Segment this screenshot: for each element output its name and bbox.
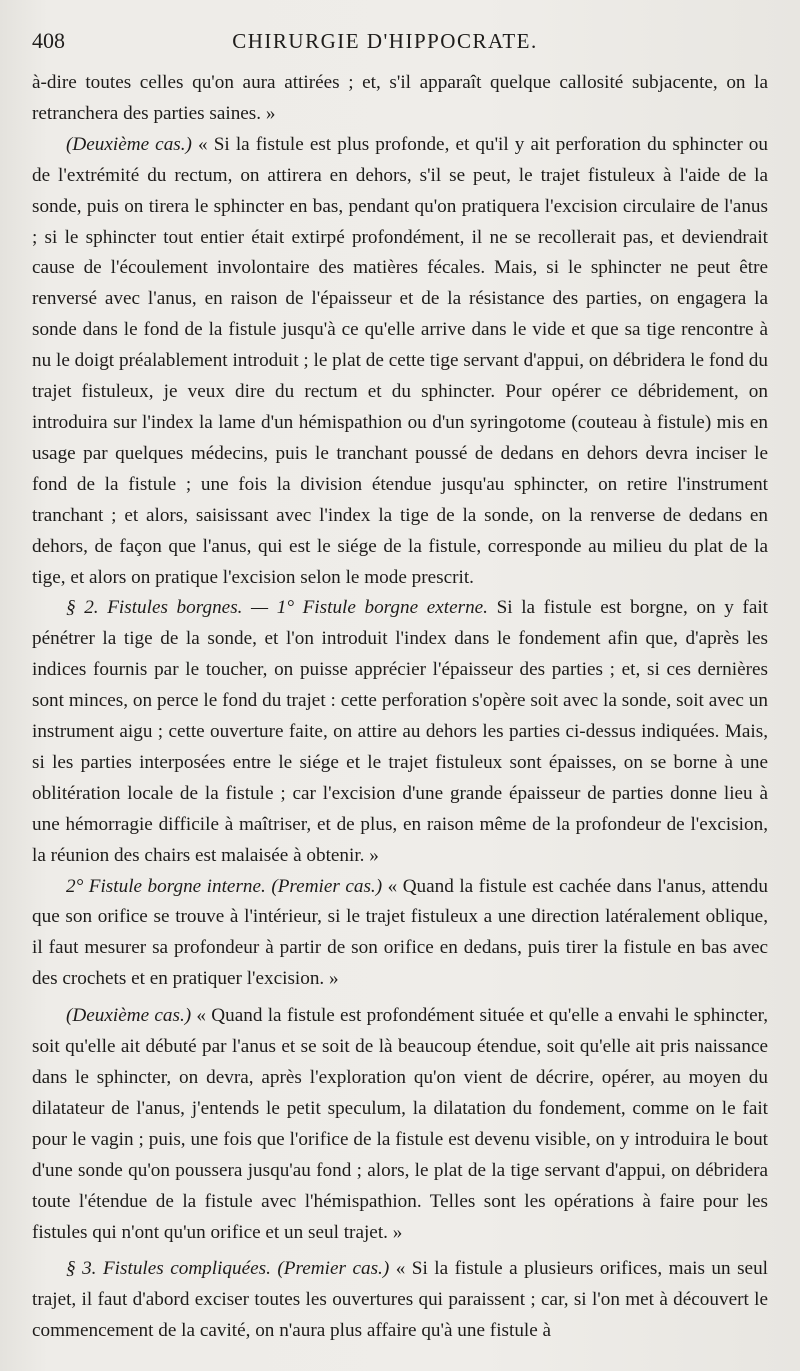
paragraph-text: « Quand la fistule est cachée dans l'anus, attendu que son orifice se trouve à l'intérieur, si le trajet fistuleux a une direction latéralement oblique, il faut mesurer sa profondeur à partir de son orifice en dedans, puis tirer la fistule en bas avec des crochets et en pratiquer l'excision. » <box>32 875 768 990</box>
paragraph-text: « Si la fistule a plusieurs orifices, mais un seul trajet, il faut d'abord exciser toutes les ouvertures qui paraissent ; car, si l'on met à découvert le commencement de la cavité, on n'aura plus affaire qu'à une fistule à <box>32 1258 768 1342</box>
paragraph-text: « Si la fistule est plus profonde, et qu'il y ait perforation du sphincter ou de l'extrémité du rectum, on attirera en dehors, s'il se peut, le trajet fistuleux à l'aide de la sonde, puis on tirera le sphincter en bas, pendant qu'on pratiquera l'excision circulaire de l'anus ; si le sphincter tout entier était extirpé profondément, il ne se recollerait pas, et deviendrait cause de l'écoulement involontaire des matières fécales. Mais, si le sphincter ne peut être renversé avec l'anus, en raison de l'épaisseur et de la résistance des parties, on engagera la sonde dans le fond de la fistule jusqu'à ce qu'elle arrive dans le vide et que sa tige rencontre à nu le doigt préalablement introduit ; le plat de cette tige servant d'appui, on débridera le fond du trajet fistuleux, je veux dire du rectum et du sphincter. Pour opérer ce débridement, on introduira sur l'index la lame d'un hémispathion ou d'un syringotome (couteau à fistule) mis en usage par quelques médecins, puis le tranchant poussé de dedans en dehors devra inciser le fond de la fistule ; une fois la division étendue jusqu'au sphincter, on retire l'instrument tranchant ; et alors, saisissant avec l'index la tige de la sonde, on la renverse de dedans en dehors, de façon que l'anus, qui est le siége de la fistule, corresponde au milieu du plat de la tige, et alors on pratique l'excision selon le mode prescrit. <box>32 133 768 588</box>
paragraph <box>32 1254 768 1347</box>
paragraph-lead: (Deuxième cas.) <box>66 1005 192 1027</box>
paragraph-lead: (Deuxième cas.) <box>66 133 192 155</box>
paragraph-text: « Quand la fistule est profondément située et qu'elle a envahi le sphincter, soit qu'elle ait débuté par l'anus et se soit de là beaucoup étendue, soit qu'elle ait pris naissance dans le sphincter, on devra, après l'exploration qu'on vient de décrire, opérer, au moyen du dilatateur de l'anus, j'entends le petit speculum, la dilatation du fondement, comme on le fait pour le vagin ; puis, une fois que l'orifice de la fistule est devenu visible, on y introduira le bout d'une sonde qu'on poussera jusqu'au fond ; alors, le plat de la tige servant d'appui, on débridera toute l'étendue de la fistule avec l'hémispathion. Telles sont les opérations à faire pour les fistules qui n'ont qu'un orifice et un seul trajet. » <box>32 1005 769 1243</box>
page-header <box>32 28 768 68</box>
body-text <box>32 68 768 1347</box>
paragraph-lead: § 2. Fistules borgnes. — 1° Fistule borgne externe. <box>66 597 488 619</box>
paragraph <box>32 593 768 871</box>
paragraph <box>32 1001 768 1248</box>
running-title: CHIRURGIE D'HIPPOCRATE. <box>232 29 538 53</box>
paragraph <box>32 68 768 130</box>
paragraph-lead: 2° Fistule borgne interne. (Premier cas.) <box>66 875 383 897</box>
paragraph-lead: § 3. Fistules compliquées. (Premier cas.) <box>66 1258 390 1280</box>
paragraph <box>32 872 768 996</box>
page-number: 408 <box>32 28 65 53</box>
paragraph-text: à-dire toutes celles qu'on aura attirées ; et, s'il apparaît quelque callosité subjacente, on la retranchera des parties saines. » <box>32 72 768 124</box>
paragraph <box>32 130 768 594</box>
paragraph-text: Si la fistule est borgne, on y fait pénétrer la tige de la sonde, et l'on introduit l'index dans le fondement afin que, d'après les indices fournis par le toucher, on puisse apprécier l'épaisseur des parties ; et, si ces dernières sont minces, on perce le fond du trajet : cette perforation s'opère soit avec la sonde, soit avec un instrument aigu ; cette ouverture faite, on attire au dehors les parties ci-dessus indiquées. Mais, si les parties interposées entre le siége et le trajet fistuleux sont épaisses, on se borne à une oblitération locale de la fistule ; car l'excision d'une grande épaisseur de parties donne lieu à une hémorragie difficile à maîtriser, et de plus, en raison même de la profondeur de l'excision, la réunion des chairs est malaisée à obtenir. » <box>32 597 768 866</box>
